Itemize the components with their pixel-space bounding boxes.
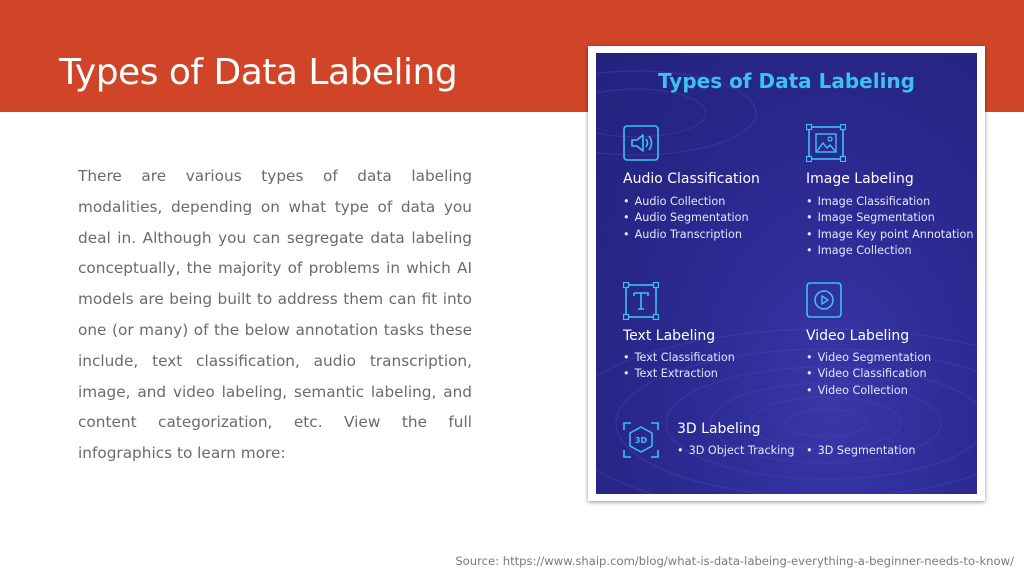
image-icon [806, 124, 846, 162]
list-item: • Image Segmentation [806, 210, 973, 226]
list-item: • Image Key point Annotation [806, 227, 973, 243]
body-paragraph: There are various types of data labeling modalities, depending on what type of data you deal in. Although you can segregate data labeling conceptually, the majority of problems in which AI models are being built to address them can fit into one (or many) of the below annotation tasks these include, text classification, audio transcription, image, and video labeling, semantic labeling, and content categorization, etc. View the full infographics to learn more: [78, 167, 472, 463]
section-title-video: Video Labeling [806, 328, 910, 344]
image-list [806, 194, 973, 260]
list-item: • Image Classification [806, 194, 973, 210]
video-list [806, 350, 931, 399]
svg-text:3D: 3D [634, 436, 648, 445]
list-item: • Audio Segmentation [623, 210, 749, 226]
list-item: • Video Segmentation [806, 350, 931, 366]
infographic-title: Types of Data Labeling [658, 69, 915, 93]
list-item: • Video Collection [806, 383, 931, 399]
list-item: • Text Extraction [623, 366, 735, 382]
section-title-text: Text Labeling [623, 328, 716, 344]
list-item: • Audio Transcription [623, 227, 749, 243]
text-list [623, 350, 735, 383]
list-item: • Audio Collection [623, 194, 749, 210]
audio-list [623, 194, 749, 243]
section-title-image: Image Labeling [806, 171, 914, 187]
list-item: • 3D Object Tracking [677, 443, 794, 459]
slide-title: Types of Data Labeling [59, 52, 458, 93]
list-item: • Text Classification [623, 350, 735, 366]
list-item: • Video Classification [806, 366, 931, 382]
section-title-audio: Audio Classification [623, 171, 760, 187]
list-item: • Image Collection [806, 243, 973, 259]
cube-3d-icon [622, 421, 660, 459]
list-item: • 3D Segmentation [806, 443, 916, 459]
play-icon [806, 282, 842, 318]
3d-list-left [677, 443, 794, 459]
infographic-card [596, 53, 977, 494]
text-icon [623, 282, 659, 320]
section-title-3d: 3D Labeling [677, 421, 761, 437]
3d-list-right [806, 443, 916, 459]
source-citation: Source: https://www.shaip.com/blog/what-is-data-labeing-everything-a-beginner-needs-to-know/ [455, 554, 1014, 568]
speaker-icon [623, 125, 659, 161]
